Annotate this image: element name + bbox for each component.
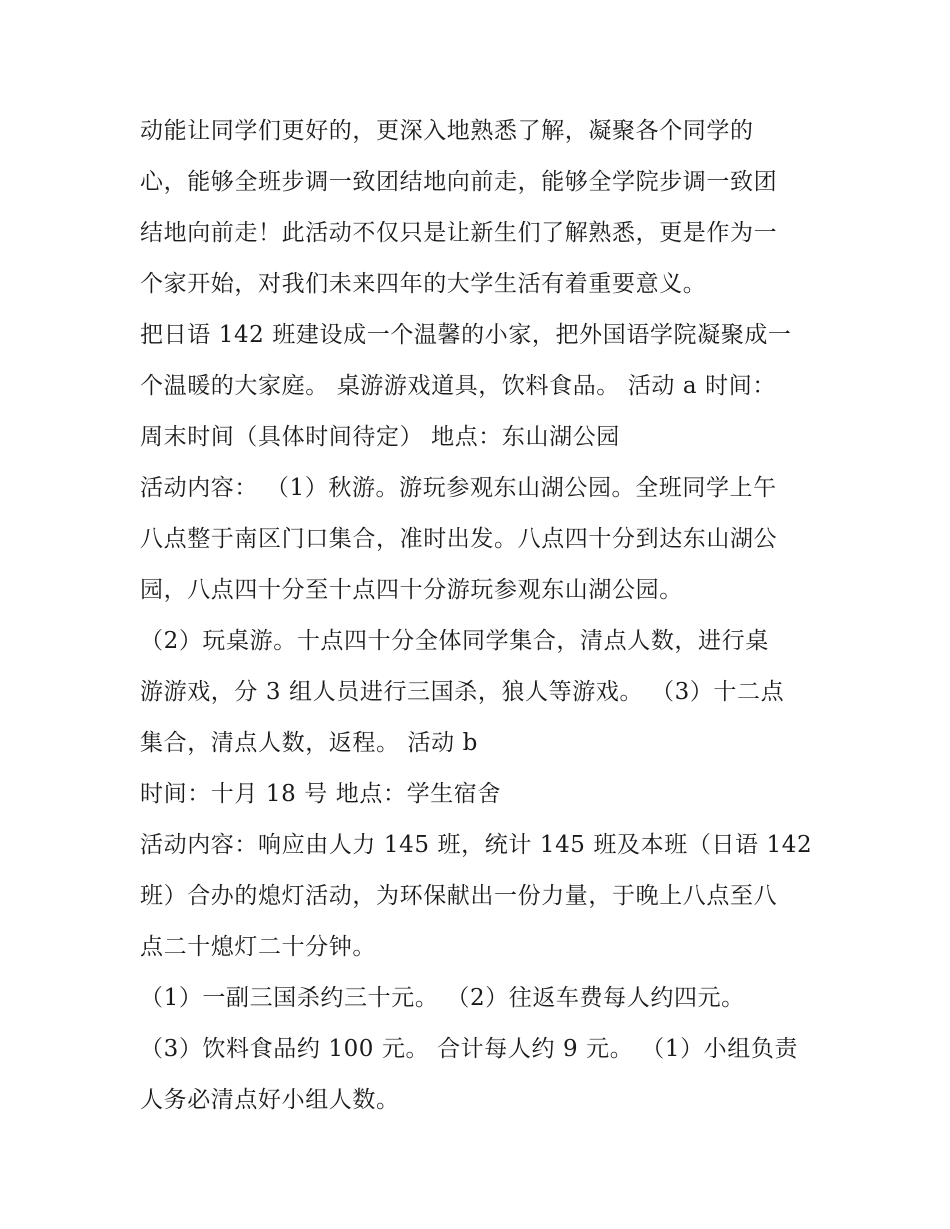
body-text <box>140 106 840 1126</box>
text-line: 八点整于南区门口集合，准时出发。八点四十分到达东山湖公 <box>140 526 778 552</box>
text-line: 个家开始，对我们未来四年的大学生活有着重要意义。 <box>140 271 707 297</box>
text-line: 班）合办的熄灯活动，为环保献出一份力量，于晚上八点至八 <box>140 883 778 909</box>
text-line: 活动内容： （1）秋游。游玩参观东山湖公园。全班同学上午 <box>140 475 777 501</box>
text-line: 活动内容：响应由人力 145 班，统计 145 班及本班（日语 142 <box>140 832 813 858</box>
text-line: 时间：十月 18 号 地点：学生宿舍 <box>140 781 501 807</box>
text-line: 园，八点四十分至十点四十分游玩参观东山湖公园。 <box>140 577 683 603</box>
text-line: （1）一副三国杀约三十元。 （2）往返车费每人约四元。 <box>140 985 745 1011</box>
text-line: 集合，清点人数，返程。 活动 b <box>140 730 478 756</box>
text-line: （3）饮料食品约 100 元。 合计每人约 9 元。 （1）小组负责 <box>140 1036 799 1062</box>
text-line: 结地向前走！此活动不仅只是让新生们了解熟悉，更是作为一 <box>140 220 778 246</box>
text-line: 动能让同学们更好的，更深入地熟悉了解，凝聚各个同学的 <box>140 118 754 144</box>
text-line: 点二十熄灯二十分钟。 <box>140 934 376 960</box>
text-line: 心，能够全班步调一致团结地向前走，能够全学院步调一致团 <box>140 169 778 195</box>
text-line: 人务必清点好小组人数。 <box>140 1087 400 1113</box>
text-line: 把日语 142 班建设成一个温馨的小家，把外国语学院凝聚成一 <box>140 322 792 348</box>
text-line: 周末时间（具体时间待定） 地点：东山湖公园 <box>140 424 620 450</box>
text-line: （2）玩桌游。十点四十分全体同学集合，清点人数，进行桌 <box>140 628 769 654</box>
text-line: 个温暖的大家庭。 桌游游戏道具，饮料食品。 活动 a 时间： <box>140 373 776 399</box>
text-line: 游游戏，分 3 组人员进行三国杀，狼人等游戏。 （3）十二点 <box>140 679 785 705</box>
